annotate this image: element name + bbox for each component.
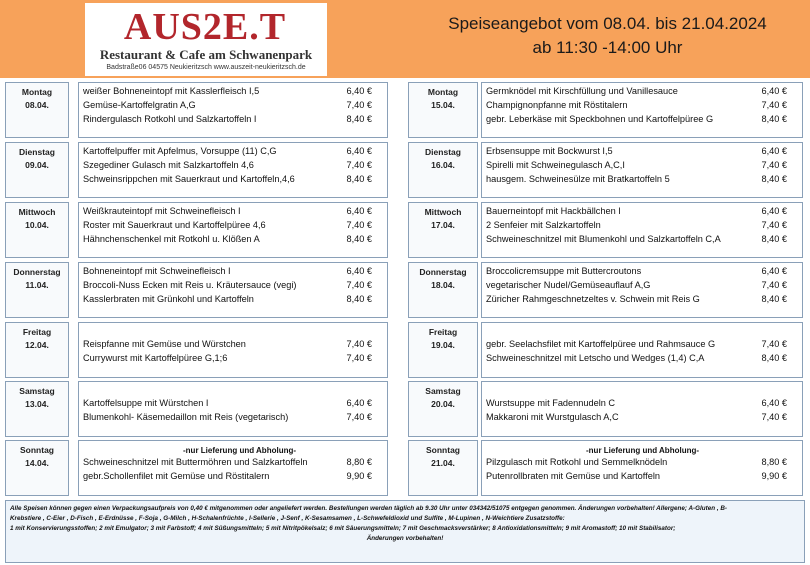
dish-price: 6,40 € xyxy=(761,146,787,156)
day-date: 09.04. xyxy=(25,160,49,170)
day-name: Montag xyxy=(21,87,53,97)
day-date: 20.04. xyxy=(431,399,455,409)
day-date: 08.04. xyxy=(25,100,49,110)
header-left xyxy=(0,0,405,78)
menu-cell xyxy=(78,322,388,378)
dish-name: hausgem. Schweinesülze mit Bratkartoffeln 5 xyxy=(486,174,670,184)
dish-name: vegetarischer Nudel/Gemüseauflauf A,G xyxy=(486,280,651,290)
day-cell xyxy=(5,262,69,318)
footer-notes xyxy=(5,500,805,563)
dish-price: 6,40 € xyxy=(761,398,787,408)
day-cell xyxy=(408,142,478,198)
dish-name: Kartoffelpuffer mit Apfelmus, Vorsuppe (11) C,G xyxy=(83,146,277,156)
day-name: Donnerstag xyxy=(419,267,467,277)
dish-price: 6,40 € xyxy=(346,146,372,156)
dish-name: Currywurst mit Kartoffelpüree G,1;6 xyxy=(83,353,228,363)
dish-name: Makkaroni mit Wurstgulasch A,C xyxy=(486,412,619,422)
dish-price: 8,40 € xyxy=(346,114,372,124)
dish-name: Broccolicremsuppe mit Buttercroutons xyxy=(486,266,642,276)
dish-price: 8,40 € xyxy=(346,294,372,304)
menu-title: Speiseangebot vom 08.04. bis 21.04.2024 xyxy=(448,14,767,33)
logo-subtitle: Restaurant & Cafe am Schwanenpark xyxy=(99,47,313,62)
dish-price: 9,90 € xyxy=(346,471,372,481)
dish-price: 8,40 € xyxy=(761,353,787,363)
logo-address: Badstraße06 04575 Neukieritzsch www.auszeit-neukieritzsch.de xyxy=(106,64,306,71)
dish-price: 7,40 € xyxy=(346,353,372,363)
dish-name: Wurstsuppe mit Fadennudeln C xyxy=(486,398,616,408)
dish-price: 8,80 € xyxy=(346,457,372,467)
day-name: Sonntag xyxy=(20,445,54,455)
day-name: Donnerstag xyxy=(13,267,61,277)
day-date: 17.04. xyxy=(431,220,455,230)
dish-price: 8,80 € xyxy=(761,457,787,467)
dish-name: 2 Senfeier mit Salzkartoffeln xyxy=(486,220,601,230)
dish-price: 6,40 € xyxy=(761,266,787,276)
dish-price: 6,40 € xyxy=(346,206,372,216)
dish-name: Broccoli-Nuss Ecken mit Reis u. Kräutersauce (vegi) xyxy=(83,280,297,290)
day-name: Sonntag xyxy=(426,445,460,455)
dish-price: 8,40 € xyxy=(761,294,787,304)
day-date: 14.04. xyxy=(25,458,49,468)
footer-line: 1 mit Konservierungsstoffen; 2 mit Emulgator; 3 mit Farbstoff; 4 mit Süßungsmitteln; 5 mit Nitritpökelsalz; 6 mit Säuerungsmitteln; 7 mit Geschmacksverstärker; 8 Antioxidationsmitteln; 9 mit Aromastoff; 10 mit Stabilisator; xyxy=(10,525,676,532)
dish-name: Kartoffelsuppe mit Würstchen I xyxy=(83,398,209,408)
dish-name: Champignonpfanne mit Röstitalern xyxy=(486,100,628,110)
dish-price: 7,40 € xyxy=(761,220,787,230)
day-cell xyxy=(5,142,69,198)
day-cell xyxy=(408,440,478,496)
dish-price: 8,40 € xyxy=(761,234,787,244)
dish-name: Spirelli mit Schweinegulasch A,C,I xyxy=(486,160,625,170)
dish-price: 9,90 € xyxy=(761,471,787,481)
dish-name: Germknödel mit Kirschfüllung und Vanillesauce xyxy=(486,86,678,96)
day-cell xyxy=(5,322,69,378)
day-cell xyxy=(408,202,478,258)
day-name: Samstag xyxy=(425,386,461,396)
dish-name: weißer Bohneneintopf mit Kasslerfleisch I,5 xyxy=(83,86,260,96)
day-date: 18.04. xyxy=(431,280,455,290)
dish-price: 7,40 € xyxy=(761,100,787,110)
day-name: Freitag xyxy=(22,327,52,337)
dish-name: Schweinsrippchen mit Sauerkraut und Kartoffeln,4,6 xyxy=(83,174,295,184)
header-right xyxy=(405,0,810,78)
dish-name: Schweineschnitzel mit Blumenkohl und Salzkartoffeln C,A xyxy=(486,234,721,244)
delivery-note: -nur Lieferung und Abholung- xyxy=(183,446,297,455)
dish-price: 6,40 € xyxy=(761,206,787,216)
menu-cell xyxy=(481,381,803,437)
day-name: Mittwoch xyxy=(18,207,56,217)
day-cell xyxy=(5,381,69,437)
day-date: 11.04. xyxy=(25,280,49,290)
day-name: Dienstag xyxy=(425,147,461,157)
day-cell xyxy=(408,322,478,378)
menu-cell xyxy=(481,322,803,378)
dish-price: 7,40 € xyxy=(761,412,787,422)
dish-price: 7,40 € xyxy=(346,220,372,230)
footer-line: Alle Speisen können gegen einen Verpackungsaufpreis von 0,40 € mitgenommen oder angeliefert werden. Bestellungen werden täglich ab 9.30 Uhr unter 034342/51075 entgegen genommen. Änderungen vorbehalten! Allergene; A-Gluten , B- xyxy=(10,505,727,512)
dish-price: 6,40 € xyxy=(346,86,372,96)
delivery-note: -nur Lieferung und Abholung- xyxy=(586,446,700,455)
dish-name: Blumenkohl- Käsemedaillon mit Reis (vegetarisch) xyxy=(83,412,289,422)
logo-title: AUS2E.T xyxy=(123,6,287,48)
footer-line: Krebstiere , C-Eier , D-Fisch , E-Erdnüsse , F-Soja , G-Milch , H-Schalenfrüchte , I-Sellerie , J-Senf , K-Sesamsamen , L-Schwefeldioxid und Sulfite , M-Lupinen , N-Weichtiere Zusatzstoffe: xyxy=(10,515,565,522)
dish-name: Gemüse-Kartoffelgratin A,G xyxy=(83,100,196,110)
dish-name: Rindergulasch Rotkohl und Salzkartoffeln I xyxy=(83,114,257,124)
dish-name: Schweineschnitzel mit Letscho und Wedges (1,4) C,A xyxy=(486,353,705,363)
dish-name: gebr. Leberkäse mit Speckbohnen und Kartoffelpüree G xyxy=(486,114,714,124)
dish-name: Schweineschnitzel mit Buttermöhren und Salzkartoffeln xyxy=(83,457,308,467)
day-name: Freitag xyxy=(428,327,458,337)
day-cell xyxy=(408,82,478,138)
dish-price: 6,40 € xyxy=(346,266,372,276)
dish-price: 8,40 € xyxy=(346,174,372,184)
day-date: 12.04. xyxy=(25,340,49,350)
dish-price: 7,40 € xyxy=(761,160,787,170)
dish-name: Bauerneintopf mit Hackbällchen I xyxy=(486,206,621,216)
day-date: 13.04. xyxy=(25,399,49,409)
day-cell xyxy=(5,82,69,138)
dish-name: Szegediner Gulasch mit Salzkartoffeln 4,6 xyxy=(83,160,254,170)
dish-price: 8,40 € xyxy=(761,174,787,184)
day-cell xyxy=(408,262,478,318)
dish-name: Weißkrauteintopf mit Schweinefleisch I xyxy=(83,206,241,216)
day-date: 16.04. xyxy=(431,160,455,170)
dish-name: Bohneneintopf mit Schweinefleisch I xyxy=(83,266,231,276)
dish-name: Pilzgulasch mit Rotkohl und Semmelknödeln xyxy=(486,457,668,467)
footer-line: Änderungen vorbehalten! xyxy=(366,535,444,542)
dish-name: Erbsensuppe mit Bockwurst I,5 xyxy=(486,146,613,156)
restaurant-logo xyxy=(85,3,327,76)
dish-name: Reispfanne mit Gemüse und Würstchen xyxy=(83,339,246,349)
dish-price: 8,40 € xyxy=(761,114,787,124)
dish-name: Roster mit Sauerkraut und Kartoffelpüree 4,6 xyxy=(83,220,266,230)
day-date: 21.04. xyxy=(431,458,455,468)
day-name: Dienstag xyxy=(19,147,55,157)
dish-name: Putenrollbraten mit Gemüse und Kartoffeln xyxy=(486,471,660,481)
dish-name: Hähnchenschenkel mit Rotkohl u. Klößen A xyxy=(83,234,260,244)
dish-name: gebr. Seelachsfilet mit Kartoffelpüree und Rahmsauce G xyxy=(486,339,716,349)
dish-price: 7,40 € xyxy=(346,412,372,422)
dish-price: 8,40 € xyxy=(346,234,372,244)
dish-price: 7,40 € xyxy=(346,100,372,110)
dish-price: 6,40 € xyxy=(761,86,787,96)
dish-price: 7,40 € xyxy=(346,160,372,170)
day-cell xyxy=(5,202,69,258)
day-date: 10.04. xyxy=(25,220,49,230)
dish-price: 7,40 € xyxy=(346,280,372,290)
menu-time: ab 11:30 -14:00 Uhr xyxy=(532,38,683,57)
day-date: 19.04. xyxy=(431,340,455,350)
day-name: Samstag xyxy=(19,386,55,396)
dish-name: gebr.Schollenfilet mit Gemüse und Röstitalern xyxy=(83,471,270,481)
day-cell xyxy=(5,440,69,496)
menu-cell xyxy=(78,381,388,437)
dish-price: 6,40 € xyxy=(346,398,372,408)
dish-price: 7,40 € xyxy=(761,339,787,349)
day-date: 15.04. xyxy=(431,100,455,110)
day-name: Montag xyxy=(427,87,459,97)
dish-name: Züricher Rahmgeschnetzeltes v. Schwein mit Reis G xyxy=(486,294,700,304)
day-name: Mittwoch xyxy=(424,207,462,217)
day-cell xyxy=(408,381,478,437)
dish-name: Kasslerbraten mit Grünkohl und Kartoffeln xyxy=(83,294,254,304)
dish-price: 7,40 € xyxy=(346,339,372,349)
dish-price: 7,40 € xyxy=(761,280,787,290)
